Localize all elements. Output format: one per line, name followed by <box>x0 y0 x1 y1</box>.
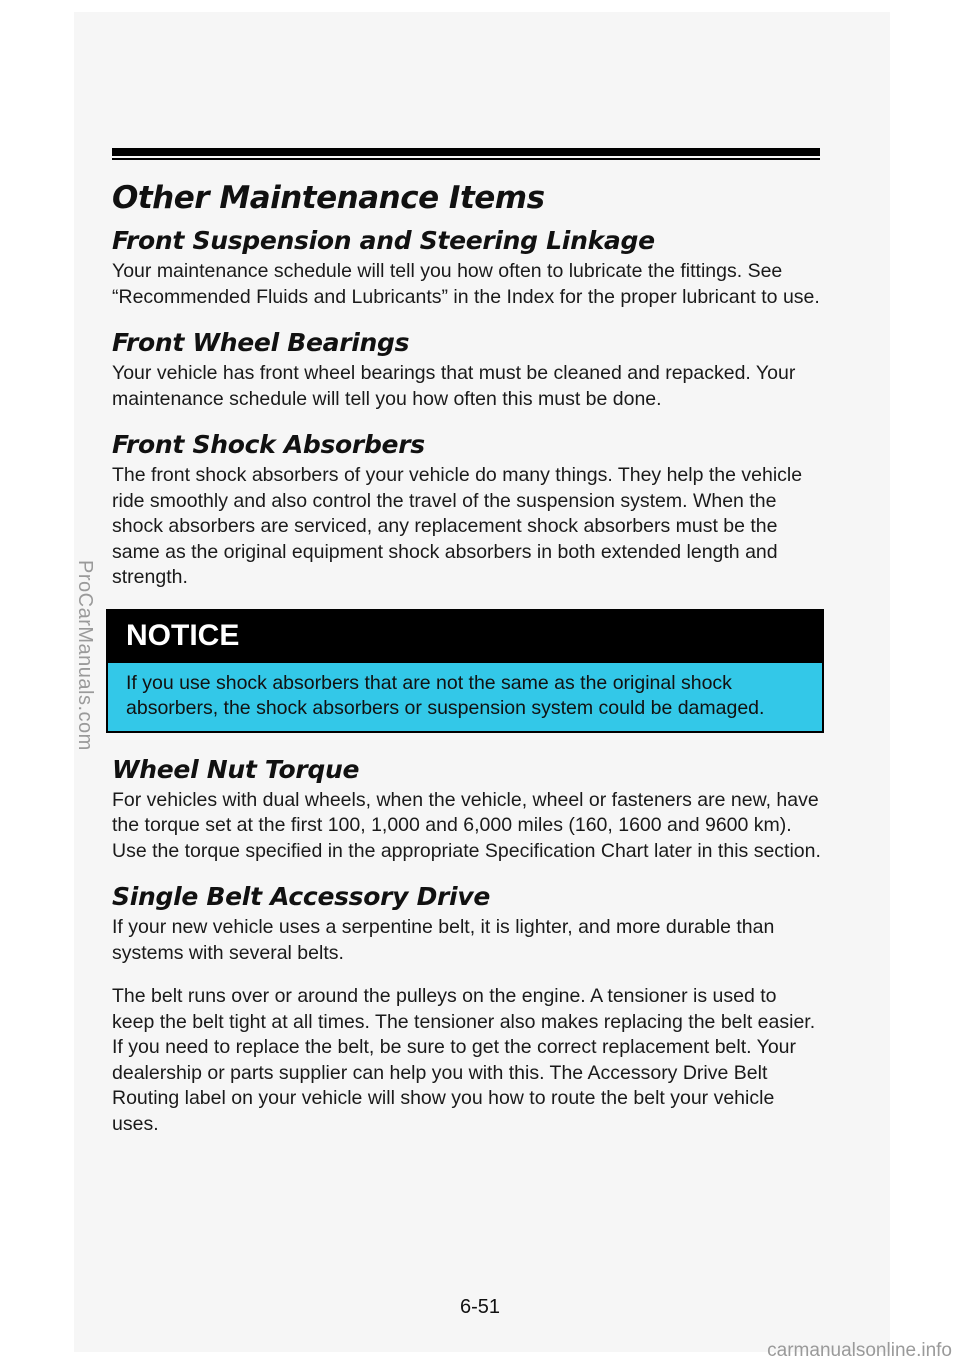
section-heading-front-suspension: Front Suspension and Steering Linkage <box>112 226 655 255</box>
notice-title: NOTICE <box>108 611 822 663</box>
bottom-watermark: carmanualsonline.info <box>767 1340 952 1361</box>
page-content <box>112 180 822 1155</box>
section-text-single-belt-drive-2: The belt runs over or around the pulleys on the engine. A tensioner is used to keep the belt tight at all times. The tensioner also makes replacing the belt easier. If you need to replace the belt, be sure to get the correct replacement belt. Your dealership or parts supplier can help you with this. The Accessory Drive Belt Routing label on your vehicle will show you how to route the belt your vehicle uses. <box>112 985 816 1135</box>
section-text-wheel-nut-torque: For vehicles with dual wheels, when the vehicle, wheel or fasteners are new, have the torque set at the first 100, 1,000 and 6,000 miles (160, 1600 and 9600 km). Use the torque specified in the appropriate Specification Chart later in this section. <box>112 788 821 862</box>
side-watermark: ProCarManuals.com <box>74 560 96 751</box>
page-title: Other Maintenance Items <box>112 180 545 216</box>
notice-text: If you use shock absorbers that are not the same as the original shock absorbers, the shock absorbers or suspension system could be damaged. <box>108 663 822 731</box>
page-number: 6-51 <box>459 1296 501 1318</box>
section-text-single-belt-drive-1: If your new vehicle uses a serpentine belt, it is lighter, and more durable than systems with several belts. <box>112 916 775 964</box>
section-heading-front-wheel-bearings: Front Wheel Bearings <box>112 328 410 357</box>
section-text-front-shock-absorbers: The front shock absorbers of your vehicle do many things. They help the vehicle ride smoothly and also control the travel of the suspension system. When the shock absorbers are serviced, any replacement shock absorbers must be the same as the original equipment shock absorbers in both extended length and strength. <box>112 464 803 588</box>
notice-box <box>106 609 824 733</box>
section-text-front-suspension: Your maintenance schedule will tell you how often to lubricate the fittings. See “Recommended Fluids and Lubricants” in the Index for the proper lubricant to use. <box>112 260 820 308</box>
section-text-front-wheel-bearings: Your vehicle has front wheel bearings that must be cleaned and repacked. Your maintenance schedule will tell you how often this must be done. <box>112 362 796 410</box>
top-rule <box>112 148 820 156</box>
section-heading-wheel-nut-torque: Wheel Nut Torque <box>112 754 360 784</box>
section-heading-front-shock-absorbers: Front Shock Absorbers <box>112 430 425 459</box>
section-heading-single-belt-drive: Single Belt Accessory Drive <box>112 882 490 911</box>
